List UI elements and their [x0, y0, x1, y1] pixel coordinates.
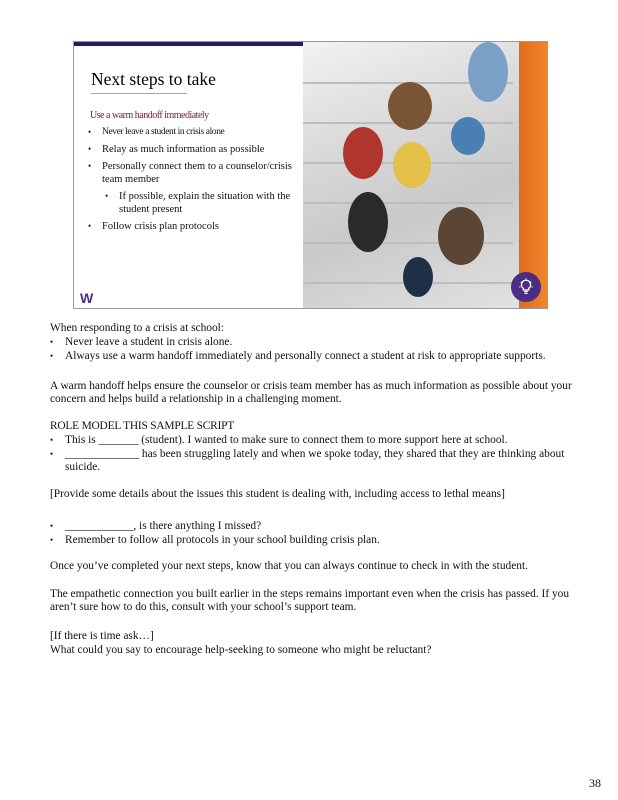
script-heading: ROLE MODEL THIS SAMPLE SCRIPT: [50, 420, 235, 432]
list-item: • Remember to follow all protocols in your school building crisis plan.: [50, 534, 570, 547]
uw-logo: W: [80, 290, 94, 306]
page-number: 38: [589, 776, 601, 790]
list-item: • This is _______ (student). I wanted to make sure to connect them to more support here at school.: [50, 434, 565, 447]
list-item: • Always use a warm handoff immediately and personally connect a student at risk to appropriate supports.: [50, 350, 570, 363]
students-photo: [303, 42, 548, 309]
closing-bullets: [50, 520, 570, 548]
details-note: [Provide some details about the issues this student is dealing with, including access to lethal means]: [50, 488, 505, 500]
reflection-question: What could you say to encourage help-seeking to someone who might be reluctant?: [50, 644, 432, 656]
list-item: • Never leave a student in crisis alone.: [50, 336, 570, 349]
slide-bullet: • Never leave a student in crisis alone: [88, 126, 306, 139]
lightbulb-icon: [511, 272, 541, 302]
slide-subhead: Use a warm handoff immediately: [90, 110, 209, 121]
slide-title: Next steps to take: [91, 69, 216, 89]
handoff-paragraph: A warm handoff helps ensure the counselor or crisis team member has as much information as possible about your concern and helps build a relationship in a challenging moment.: [50, 380, 572, 405]
time-note: [If there is time ask…]: [50, 630, 154, 642]
slide-bullet: • Relay as much information as possible: [88, 143, 306, 156]
slide-sub-bullet: • If possible, explain the situation with the student present: [105, 190, 306, 216]
intro-text: When responding to a crisis at school:: [50, 322, 224, 334]
script-bullets: [50, 434, 565, 475]
check-in-text: Once you’ve completed your next steps, know that you can always continue to check in with the student.: [50, 560, 528, 572]
list-item: • ____________, is there anything I missed?: [50, 520, 570, 533]
list-item: • _____________ has been struggling lately and when we spoke today, they shared that they are thinking about suicide.: [50, 448, 565, 474]
empathy-paragraph: The empathetic connection you built earlier in the steps remains important even when the crisis has passed. If you aren’t sure how to do this, consult with your school’s support team.: [50, 588, 570, 613]
intro-bullets: [50, 336, 570, 364]
railing: [519, 42, 548, 309]
slide-bullet: • Follow crisis plan protocols: [88, 220, 306, 233]
slide-thumbnail: [73, 41, 548, 309]
slide-title-underline: [91, 93, 187, 94]
slide-top-bar: [74, 42, 303, 46]
slide-bullet: • Personally connect them to a counselor/crisis team member: [88, 160, 306, 186]
slide-bullet-list: [88, 126, 306, 237]
